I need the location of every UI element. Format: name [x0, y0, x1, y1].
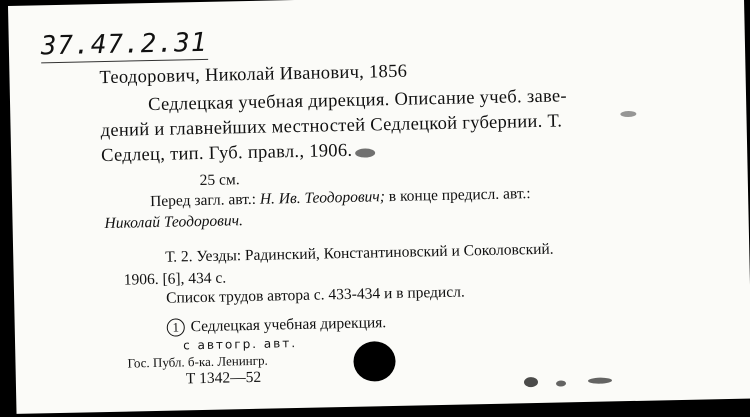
volume-line-1: Т. 2. Уезды: Радинский, Константиновский и Соколовский.	[165, 240, 554, 266]
ink-mark-2	[556, 380, 566, 386]
ink-mark	[524, 377, 538, 387]
note-author-1: Н. Ив. Теодорович;	[259, 188, 386, 208]
library-name: Гос. Публ. б-ка. Ленингр.	[127, 352, 268, 371]
ink-mark-3	[588, 377, 612, 384]
note-suffix: в конце предисл. авт.:	[388, 185, 531, 206]
ink-smudge	[355, 148, 375, 157]
note-prefix: Перед загл. авт.:	[149, 190, 257, 211]
title-line-2: дений и главнейших местностей Седлецкой губернии. Т.	[100, 111, 563, 142]
punch-hole	[353, 341, 396, 382]
entry-text: Седлецкая учебная дирекция.	[190, 314, 387, 336]
entry-line-1	[167, 314, 387, 337]
title-line-1: Седлецкая учебная дирекция. Описание учеб. заве-	[147, 86, 568, 116]
entry-number-circle: 1	[167, 318, 185, 336]
author-heading: Теодорович, Николай Иванович, 1856	[99, 61, 408, 89]
catalog-card	[8, 0, 750, 414]
call-number: Т 1342—52	[185, 368, 262, 388]
size-note: 25 см.	[199, 171, 240, 190]
title-line-3: Седлец, тип. Губ. правл., 1906.	[100, 140, 353, 167]
shelfmark-text: 37.47.2.31	[40, 27, 208, 62]
autograph-note: с автогр. авт.	[182, 336, 298, 353]
volume-line-2: 1906. [6], 434 с.	[123, 269, 227, 289]
ink-smudge-small	[620, 111, 636, 117]
shelfmark	[41, 28, 208, 61]
note-author-2: Николай Теодорович.	[104, 212, 244, 233]
volume-line-3: Список трудов автора с. 433-434 и в предисл.	[165, 283, 465, 307]
